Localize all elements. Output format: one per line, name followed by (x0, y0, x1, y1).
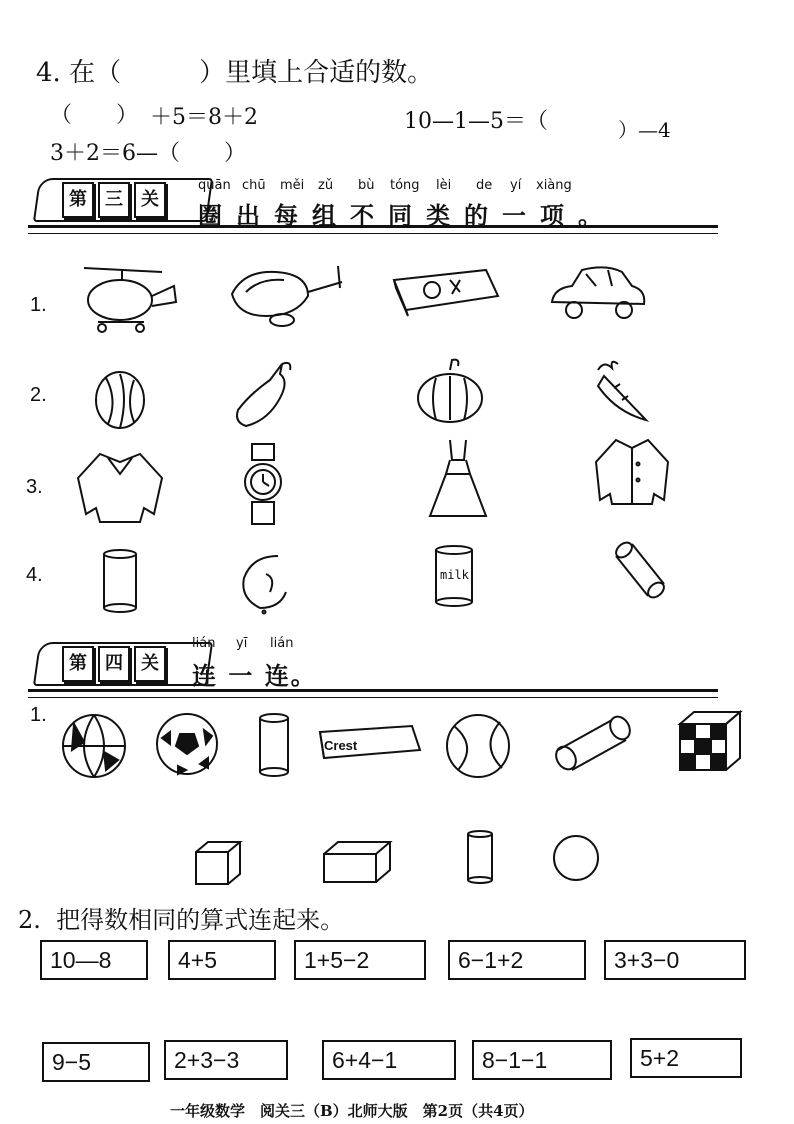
expr-box[interactable]: 3+3−0 (604, 940, 746, 980)
cup-icon[interactable] (258, 712, 292, 778)
part1-label: 1. (30, 704, 47, 726)
banner-tile: 关 (134, 646, 166, 682)
cylinder-icon[interactable] (552, 714, 634, 774)
pinyin: lián (270, 636, 294, 651)
pinyin: de (476, 178, 493, 193)
banner-tile: 四 (98, 646, 130, 682)
expr-box[interactable]: 5+2 (630, 1038, 742, 1078)
pinyin: bù (358, 178, 375, 193)
soccer-ball-icon[interactable] (156, 712, 220, 778)
q4-eq1-blank[interactable]: （ ） (50, 103, 139, 128)
shirt-icon[interactable] (592, 436, 672, 504)
banner-rule-thin (28, 697, 718, 698)
q4-title: 4. 在（ ）里填上合适的数。 (36, 58, 434, 88)
cylinder-shape-icon[interactable] (466, 830, 496, 886)
banner-tile: 第 (62, 182, 94, 218)
milk-label: milk (440, 568, 469, 582)
pinyin: chū (242, 178, 266, 193)
row-label: 4. (26, 564, 43, 586)
expr-box[interactable]: 4+5 (168, 940, 276, 980)
sphere-icon[interactable] (552, 834, 602, 884)
pinyin: zǔ (318, 178, 334, 193)
blouse-icon[interactable] (72, 448, 170, 526)
expr-box[interactable]: 2+3−3 (164, 1040, 288, 1080)
pinyin: xiàng (536, 178, 572, 193)
q4-eq2: 10—1—5＝（ (404, 109, 548, 134)
pinyin: yí (510, 178, 522, 193)
pinyin: tóng (390, 178, 420, 193)
row-label: 3. (26, 476, 43, 498)
toy-car-icon[interactable] (546, 262, 650, 326)
dress-icon[interactable] (424, 436, 492, 522)
expr-box[interactable]: 8−1−1 (472, 1040, 612, 1080)
part2-title: 2. 把得数相同的算式连起来。 (18, 906, 345, 934)
circle-icon[interactable] (238, 548, 294, 618)
pencil-case-icon[interactable] (390, 266, 502, 318)
banner-tile: 三 (98, 182, 130, 218)
row-label: 2. (30, 384, 47, 406)
pinyin: měi (280, 178, 305, 193)
banner-tile: 关 (134, 182, 166, 218)
pinyin: quān (198, 178, 231, 193)
q4-eq2-tail: ）—4 (618, 118, 671, 142)
banner-rule (28, 689, 718, 692)
tennis-ball-icon[interactable] (444, 712, 514, 780)
beach-ball-icon[interactable] (60, 712, 130, 782)
expr-box[interactable]: 1+5−2 (294, 940, 426, 980)
row-label: 1. (30, 294, 47, 316)
banner-tile: 第 (62, 646, 94, 682)
helicopter-icon[interactable] (78, 262, 188, 338)
eggplant-icon[interactable] (230, 358, 300, 432)
toothpaste-label: Crest (324, 738, 358, 753)
section3-title: 圈出每组不同类的一项。 (198, 201, 616, 230)
expr-box[interactable]: 9−5 (42, 1042, 150, 1082)
pumpkin-icon[interactable] (414, 358, 486, 426)
expr-box[interactable]: 10—8 (40, 940, 148, 980)
banner-rule-thin (28, 233, 718, 234)
q4-eq1: ＋5＝8＋2 (150, 105, 258, 130)
rubik-cube-icon[interactable] (676, 708, 744, 774)
cylinder-icon[interactable] (102, 548, 142, 614)
expr-box[interactable]: 6−1+2 (448, 940, 586, 980)
footer: 一年级数学 阅关三（B）北师大版 第2页（共4页） (170, 1102, 534, 1120)
q4-eq3: 3＋2＝6—（ ） (50, 141, 246, 166)
cube-icon[interactable] (194, 840, 242, 886)
carrot-icon[interactable] (584, 356, 654, 426)
section4-banner (28, 636, 718, 698)
helicopter-icon[interactable] (226, 262, 350, 328)
cuboid-icon[interactable] (322, 840, 392, 884)
wristwatch-icon[interactable] (242, 440, 284, 528)
section4-title: 连 一 连。 (192, 661, 317, 690)
cylinder-tilted-icon[interactable] (612, 540, 668, 602)
expr-box[interactable]: 6+4−1 (322, 1040, 456, 1080)
pinyin: lèi (436, 178, 452, 193)
pinyin: lián (192, 636, 216, 651)
pinyin: yī (236, 636, 248, 651)
watermelon-icon[interactable] (92, 368, 150, 432)
